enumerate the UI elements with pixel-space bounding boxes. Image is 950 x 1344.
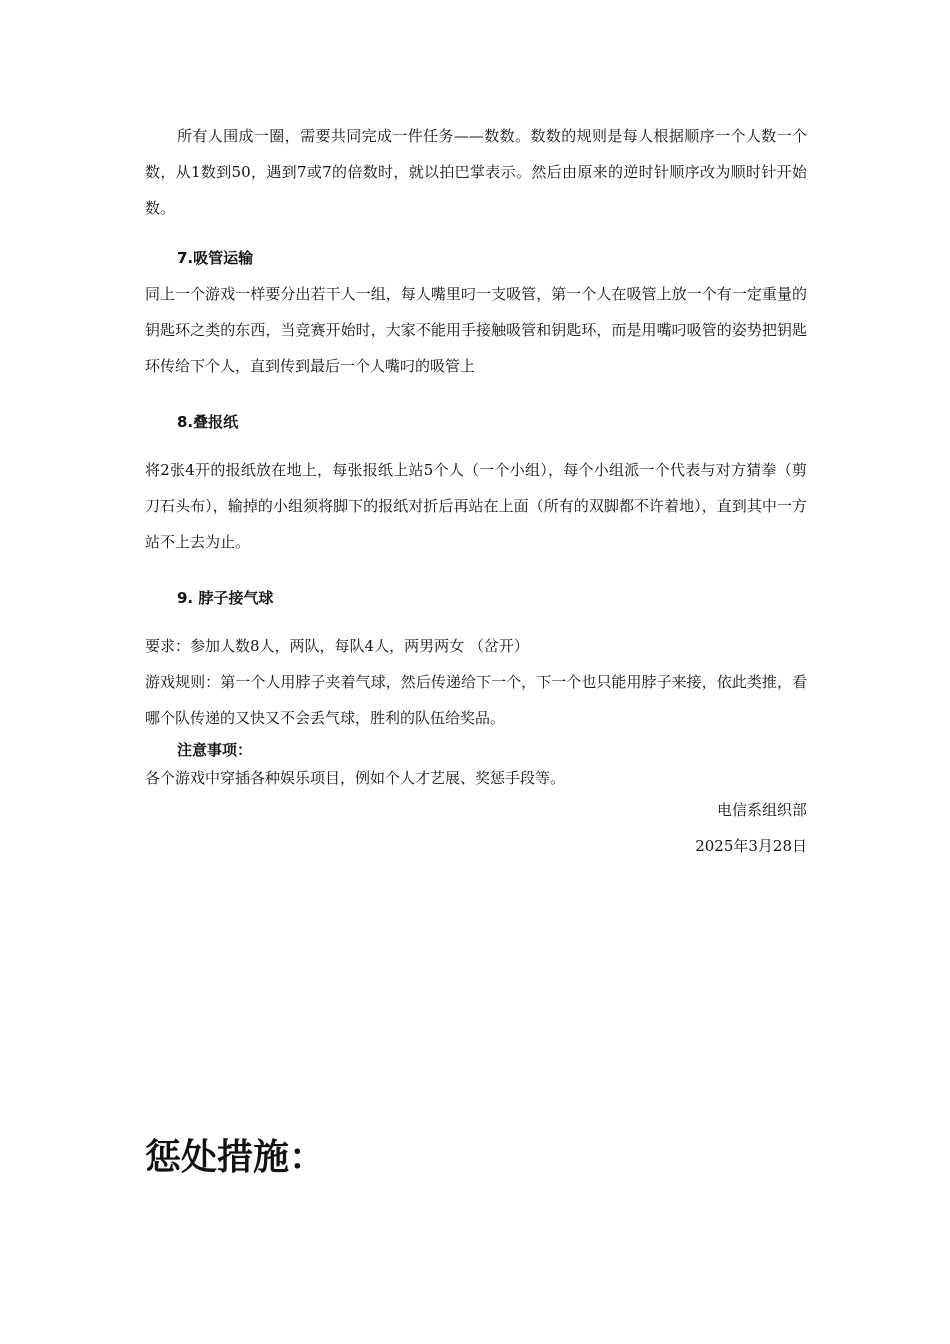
punishment-title: 惩处措施： — [145, 1136, 326, 1178]
section-8-text: 将2张4开的报纸放在地上，每张报纸上站5个人（一个小组），每个小组派一个代表与对方猜拳（剪刀石头布），输掉的小组须将脚下的报纸对折后再站在上面（所有的双脚都不许着地），直到其中一方站不上去为止。 — [145, 461, 807, 551]
section-7-title: 7.吸管运输 — [177, 249, 254, 267]
section-9-rules: 游戏规则：第一个人用脖子夹着气球，然后传递给下一个，下一个也只能用脖子来接，依此类推，看哪个队传递的又快又不会丢气球，胜利的队伍给奖品。 — [145, 673, 807, 727]
notes-title: 注意事项： — [177, 741, 253, 759]
intro-paragraph: 所有人围成一圈，需要共同完成一件任务——数数。数数的规则是每人根据顺序一个人数一个数，从1数到50，遇到7或7的倍数时，就以拍巴掌表示。然后由原来的逆时针顺序改为顺时针开始数。 — [145, 127, 807, 217]
signature-organization: 电信系组织部 — [716, 801, 807, 819]
notes-text: 各个游戏中穿插各种娱乐项目，例如个人才艺展、奖惩手段等。 — [145, 769, 566, 787]
document-body — [145, 118, 807, 864]
section-8-title: 8.叠报纸 — [177, 413, 239, 431]
signature-date: 2025年3月28日 — [695, 837, 807, 855]
section-7-text: 同上一个游戏一样要分出若干人一组，每人嘴里叼一支吸管，第一个人在吸管上放一个有一定重量的钥匙环之类的东西，当竞赛开始时，大家不能用手接触吸管和钥匙环，而是用嘴叼吸管的姿势把钥匙环传给下个人，直到传到最后一个人嘴叼的吸管上 — [145, 285, 807, 375]
section-9-title: 9. 脖子接气球 — [177, 589, 274, 607]
section-9-requirement: 要求：参加人数8人，两队，每队4人，两男两女 （岔开） — [145, 637, 529, 655]
